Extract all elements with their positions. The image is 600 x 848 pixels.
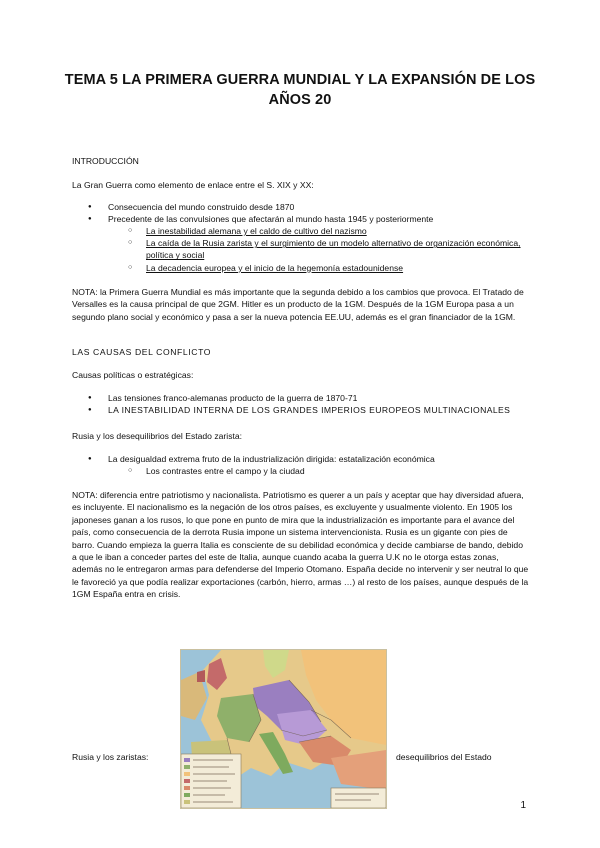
list-item: ● Las tensiones franco-alemanas producto de la guerra de 1870-71 <box>108 392 528 404</box>
rusia-lead: Rusia y los desequilibrios del Estado zarista: <box>72 431 243 441</box>
causas-lead: Causas políticas o estratégicas: <box>72 370 194 380</box>
rusia-bullet-list <box>108 453 528 465</box>
list-item: ○ Los contrastes entre el campo y la ciudad <box>146 465 526 477</box>
rusia-nota: NOTA: diferencia entre patriotismo y nacionalista. Patriotismo es querer a un país y aceptar que hay diversidad afuera, es incluyente. El nacionalismo es la negación de los otros países, es excluyente y usualmente violento. En 1905 los japoneses ganan a los rusos, lo que pone en punto de mira que la industrialización es importante para el avance del país, como consecuencia de la derrota Rusia impone un sistema intervencionista. Rusia es un gigante con pies de barro. Cuando empieza la guerra Italia es consciente de su debilidad económica y decide cambiarse de bando, debido a que le iban a conceder partes del este de Italia, aunque cuando acaba la guerra U.K no le otorga estas zonas, además no le entregaron armas para defenderse del Imperio Otomano. España decide no intervenir y ser neutral lo que le favoreció ya que podía realizar exportaciones (carbón, hierro, armas …) al resto de los países, aunque después de la 1GM España entra en crisis. <box>72 490 529 600</box>
caption-right: desequilibrios del Estado <box>396 752 492 762</box>
intro-sub-bullet-list <box>146 225 526 274</box>
list-item: ● LA INESTABILIDAD INTERNA DE LOS GRANDES IMPERIOS EUROPEOS MULTINACIONALES <box>108 404 528 416</box>
list-item: ○ La inestabilidad alemana y el caldo de cultivo del nazismo <box>146 225 526 237</box>
list-item: ○ La decadencia europea y el inicio de la hegemonía estadounidense <box>146 262 526 274</box>
rusia-sub-bullet-list <box>146 465 526 477</box>
page-number: 1 <box>520 800 526 811</box>
caption-left: Rusia y los zaristas: <box>72 752 149 762</box>
page-title: TEMA 5 LA PRIMERA GUERRA MUNDIAL Y LA EXPANSIÓN DE LOS AÑOS 20 <box>64 72 536 108</box>
intro-lead: La Gran Guerra como elemento de enlace entre el S. XIX y XX: <box>72 180 314 190</box>
causas-heading: LAS CAUSAS DEL CONFLICTO <box>72 347 212 357</box>
list-item: ● La desigualdad extrema fruto de la industrialización dirigida: estatalización económica <box>108 453 528 465</box>
causas-bullet-list <box>108 392 528 416</box>
list-item: ○ La caída de la Rusia zarista y el surgimiento de un modelo alternativo de organización económica, política y social <box>146 237 526 261</box>
europe-map-image <box>180 649 387 809</box>
intro-heading: INTRODUCCIÓN <box>72 156 139 166</box>
list-item: ● Precedente de las convulsiones que afectarán al mundo hasta 1945 y posteriormente <box>108 213 528 225</box>
intro-bullet-list <box>108 201 528 225</box>
intro-nota: NOTA: la Primera Guerra Mundial es más importante que la segunda debido a los cambios que provoca. El Tratado de Versalles es la causa principal de que 2GM. Hitler es un producto de la 1GM. Después de la 1GM Europa pasa a un segundo plano social y económico y pasa a ser la nueva potencia EE.UU, además es el gran financiador de la 1GM. <box>72 287 524 322</box>
list-item: ● Consecuencia del mundo construido desde 1870 <box>108 201 528 213</box>
